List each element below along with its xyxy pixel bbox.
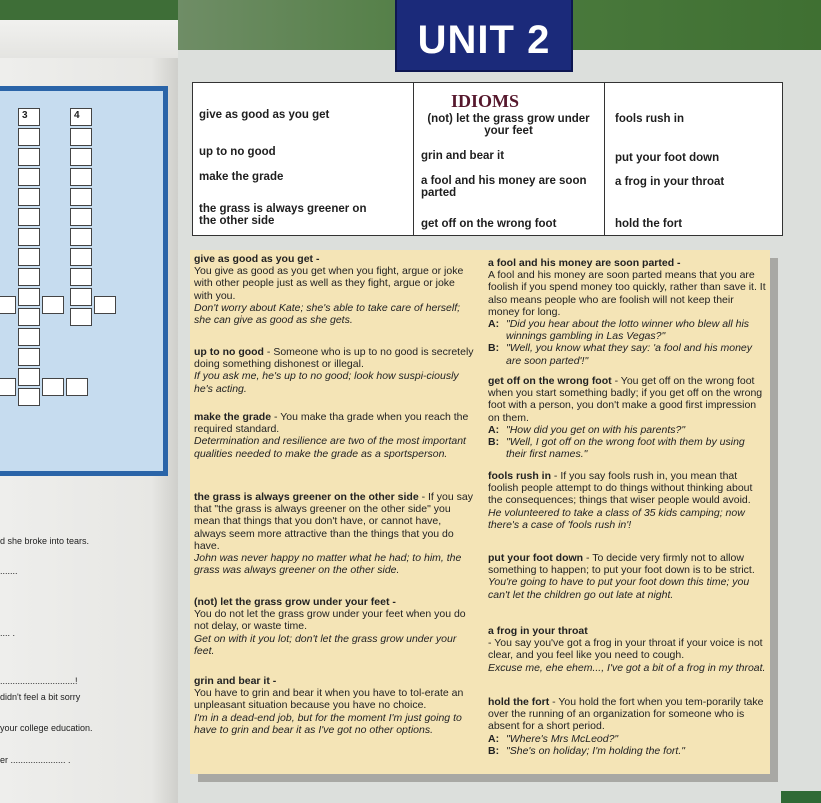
column-divider [604,83,605,235]
crossword-cell[interactable] [70,128,92,146]
definition-text: - You say you've got a frog in your throat if your voice is not clear, and you feel like you need to cough. [488,637,763,662]
dialogue-line-b: B: "Well, you know what they say: 'a fool and his money are soon parted'!" [488,342,752,367]
definition-entry [194,675,476,736]
idiom-cell: give as good as you get [199,109,330,121]
column-divider [413,83,414,235]
crossword-cell[interactable] [18,108,40,126]
exercise-line[interactable]: er ...................... . [0,755,71,765]
exercise-line: d she broke into tears. [0,536,90,546]
crossword-number: 3 [22,110,28,121]
definition-text: - If you say fools rush in, you mean that foolish people attempt to do things without thinking about the consequences; things that wiser people would avoid. [488,470,753,507]
definition-text: You give as good as you get when you fight, argue or joke with other people just as well as they fight, argue or joke with you. [194,265,464,302]
unit-title: UNIT 2 [395,0,573,72]
example-sentence: Excuse me, ehe ehem..., I've got a bit of a frog in my throat. [488,661,766,674]
left-faded-header [0,20,178,58]
crossword-cell[interactable] [18,388,40,406]
idiom-cell: put your foot down [615,152,720,164]
idiom-cell: grin and bear it [421,150,505,162]
left-header-band [0,0,178,20]
dialogue-line-a: A: "Did you hear about the lotto winner who blew all his winnings gambling in Las Vegas?" [488,318,750,343]
crossword-cell[interactable] [18,168,40,186]
speaker-label: A: [488,318,500,331]
speaker-label: A: [488,732,500,745]
idiom-cell: (not) let the grass grow under your feet [427,113,590,137]
crossword-cell[interactable] [18,148,40,166]
idiom-term: up to no good [194,346,264,358]
crossword-cell[interactable] [18,348,40,366]
example-sentence: He volunteered to take a class of 35 kids camping; now there's a case of 'fools rush in'! [488,506,745,531]
idiom-cell: get off on the wrong foot [421,218,557,230]
definition-text: You do not let the grass grow under your feet when you do not delay, or waste time. [194,608,466,633]
crossword-cell[interactable] [18,228,40,246]
crossword-cell[interactable] [70,168,92,186]
idiom-cell: the grass is always greener on the other side [199,203,367,227]
crossword-cell[interactable] [42,378,64,396]
definition-entry [194,253,476,326]
idiom-term: give as good as you get - [194,253,320,265]
idiom-term: make the grade [194,411,272,423]
example-sentence: You're going to have to put your foot down this time; you can't let the children go out late at night. [488,576,750,601]
crossword-cell[interactable] [18,208,40,226]
crossword-cell[interactable] [66,378,88,396]
crossword-cell[interactable] [70,308,92,326]
idiom-cell: fools rush in [615,113,684,125]
definition-entry [194,411,476,460]
definition-entry [194,491,476,576]
crossword-cell[interactable] [0,378,16,396]
example-sentence: Get on with it you lot; don't let the grass grow under your feet. [194,632,457,657]
definition-entry [488,625,768,674]
crossword-cell[interactable] [70,208,92,226]
dialogue-line-a: A: "How did you get on with his parents?" [488,423,686,436]
example-sentence: John was never happy no matter what he had; to him, the grass was always greener on the other side. [194,552,462,577]
crossword-cell[interactable] [18,308,40,326]
idiom-cell: a frog in your throat [615,176,725,188]
idiom-term: a fool and his money are soon parted - [488,257,681,269]
crossword-cell[interactable] [70,188,92,206]
example-sentence: Determination and resilience are two of the most important qualities needed to make the grade as a sportsperson. [194,435,466,460]
definition-text: - Someone who is up to no good is secretely doing something dishonest or illegal. [194,346,474,371]
definition-text: You have to grin and bear it when you have to tol-erate an unpleasant situation because you have no choice. [194,687,464,712]
definition-text: - If you say that "the grass is always greener on the other side" you mean that things that you don't have, or cannot have, always seem more attractive than the things that you do have. [194,491,473,552]
crossword-cell[interactable] [70,228,92,246]
definition-text: - You hold the fort when you tem-porarily take over the running of an organization for someone who is absent for a short period. [488,696,764,733]
definition-text: - To decide very firmly not to allow something to happen; to put your foot down is to be strict. [488,552,755,577]
exercise-line: your college education. [0,723,93,733]
idioms-table [192,82,783,236]
definition-text: - You make tha grade when you reach the required standard. [194,411,469,436]
definition-entry [488,696,768,757]
idiom-term: the grass is always greener on the other side [194,491,419,503]
speaker-label: B: [488,342,500,355]
crossword-cell[interactable] [70,288,92,306]
crossword-cell[interactable] [18,188,40,206]
page-corner-band [781,791,821,803]
crossword-cell[interactable] [42,296,64,314]
speaker-label: B: [488,744,500,757]
example-sentence: I'm in a dead-end job, but for the moment I'm just going to have to grin and bear it as I've got no other options. [194,711,462,736]
crossword-cell[interactable] [70,268,92,286]
exercise-line[interactable]: .... . [0,628,16,638]
crossword-cell[interactable] [70,108,92,126]
dialogue-line-b: B: "She's on holiday; I'm holding the fort." [488,744,685,757]
definition-entry [488,552,768,601]
idiom-cell: up to no good [199,146,276,158]
idiom-cell: make the grade [199,171,284,183]
crossword-number: 4 [74,110,80,121]
idiom-term: (not) let the grass grow under your feet - [194,596,396,608]
left-page [0,0,178,803]
speaker-label: A: [488,423,500,436]
crossword-cell[interactable] [70,148,92,166]
crossword-cell[interactable] [18,288,40,306]
definition-entry [488,470,768,531]
exercise-line[interactable]: ....... [0,566,18,576]
idiom-cell: hold the fort [615,218,683,230]
definition-entry [488,375,768,460]
speaker-label: B: [488,436,500,449]
exercise-line: didn't feel a bit sorry [0,692,81,702]
example-sentence: Don't worry about Kate; she's able to take care of herself; she can give as good as she gets. [194,301,461,327]
definitions-panel [190,250,770,774]
crossword-cell[interactable] [18,368,40,386]
right-page [178,0,821,803]
dialogue-line-a: A: "Where's Mrs McLeod?" [488,732,619,745]
idioms-heading: IDIOMS [451,91,520,111]
idiom-term: a frog in your throat [488,625,588,637]
idiom-term: get off on the wrong foot [488,375,612,387]
crossword-cell[interactable] [18,268,40,286]
definition-entry [194,596,476,657]
definition-text: - You get off on the wrong foot when you start something badly; if you get off on the wrong foot with a person, you don't make a good first impression on them. [488,375,763,424]
idiom-term: hold the fort [488,696,550,708]
dialogue-line-b: B: "Well, I got off on the wrong foot with them by using their first names." [488,436,745,461]
definition-text: A fool and his money are soon parted means that you are foolish if you spend money too quickly, rather than save it. It also means people who are foolish will not keep their money for long. [488,269,766,318]
crossword-cell[interactable] [94,296,116,314]
crossword-cell[interactable] [18,248,40,266]
idiom-term: put your foot down [488,552,584,564]
example-sentence: If you ask me, he's up to no good; look how suspi-ciously he's acting. [194,370,459,395]
definition-entry [488,257,768,367]
crossword-puzzle [0,86,168,476]
crossword-cell[interactable] [18,328,40,346]
idiom-term: grin and bear it - [194,675,277,687]
idiom-term: fools rush in [488,470,551,482]
exercise-line[interactable]: ..............................! [0,676,78,686]
idiom-cell: a fool and his money are soon parted [421,175,587,199]
definition-entry [194,346,476,395]
crossword-cell[interactable] [70,248,92,266]
crossword-cell[interactable] [0,296,16,314]
crossword-cell[interactable] [18,128,40,146]
